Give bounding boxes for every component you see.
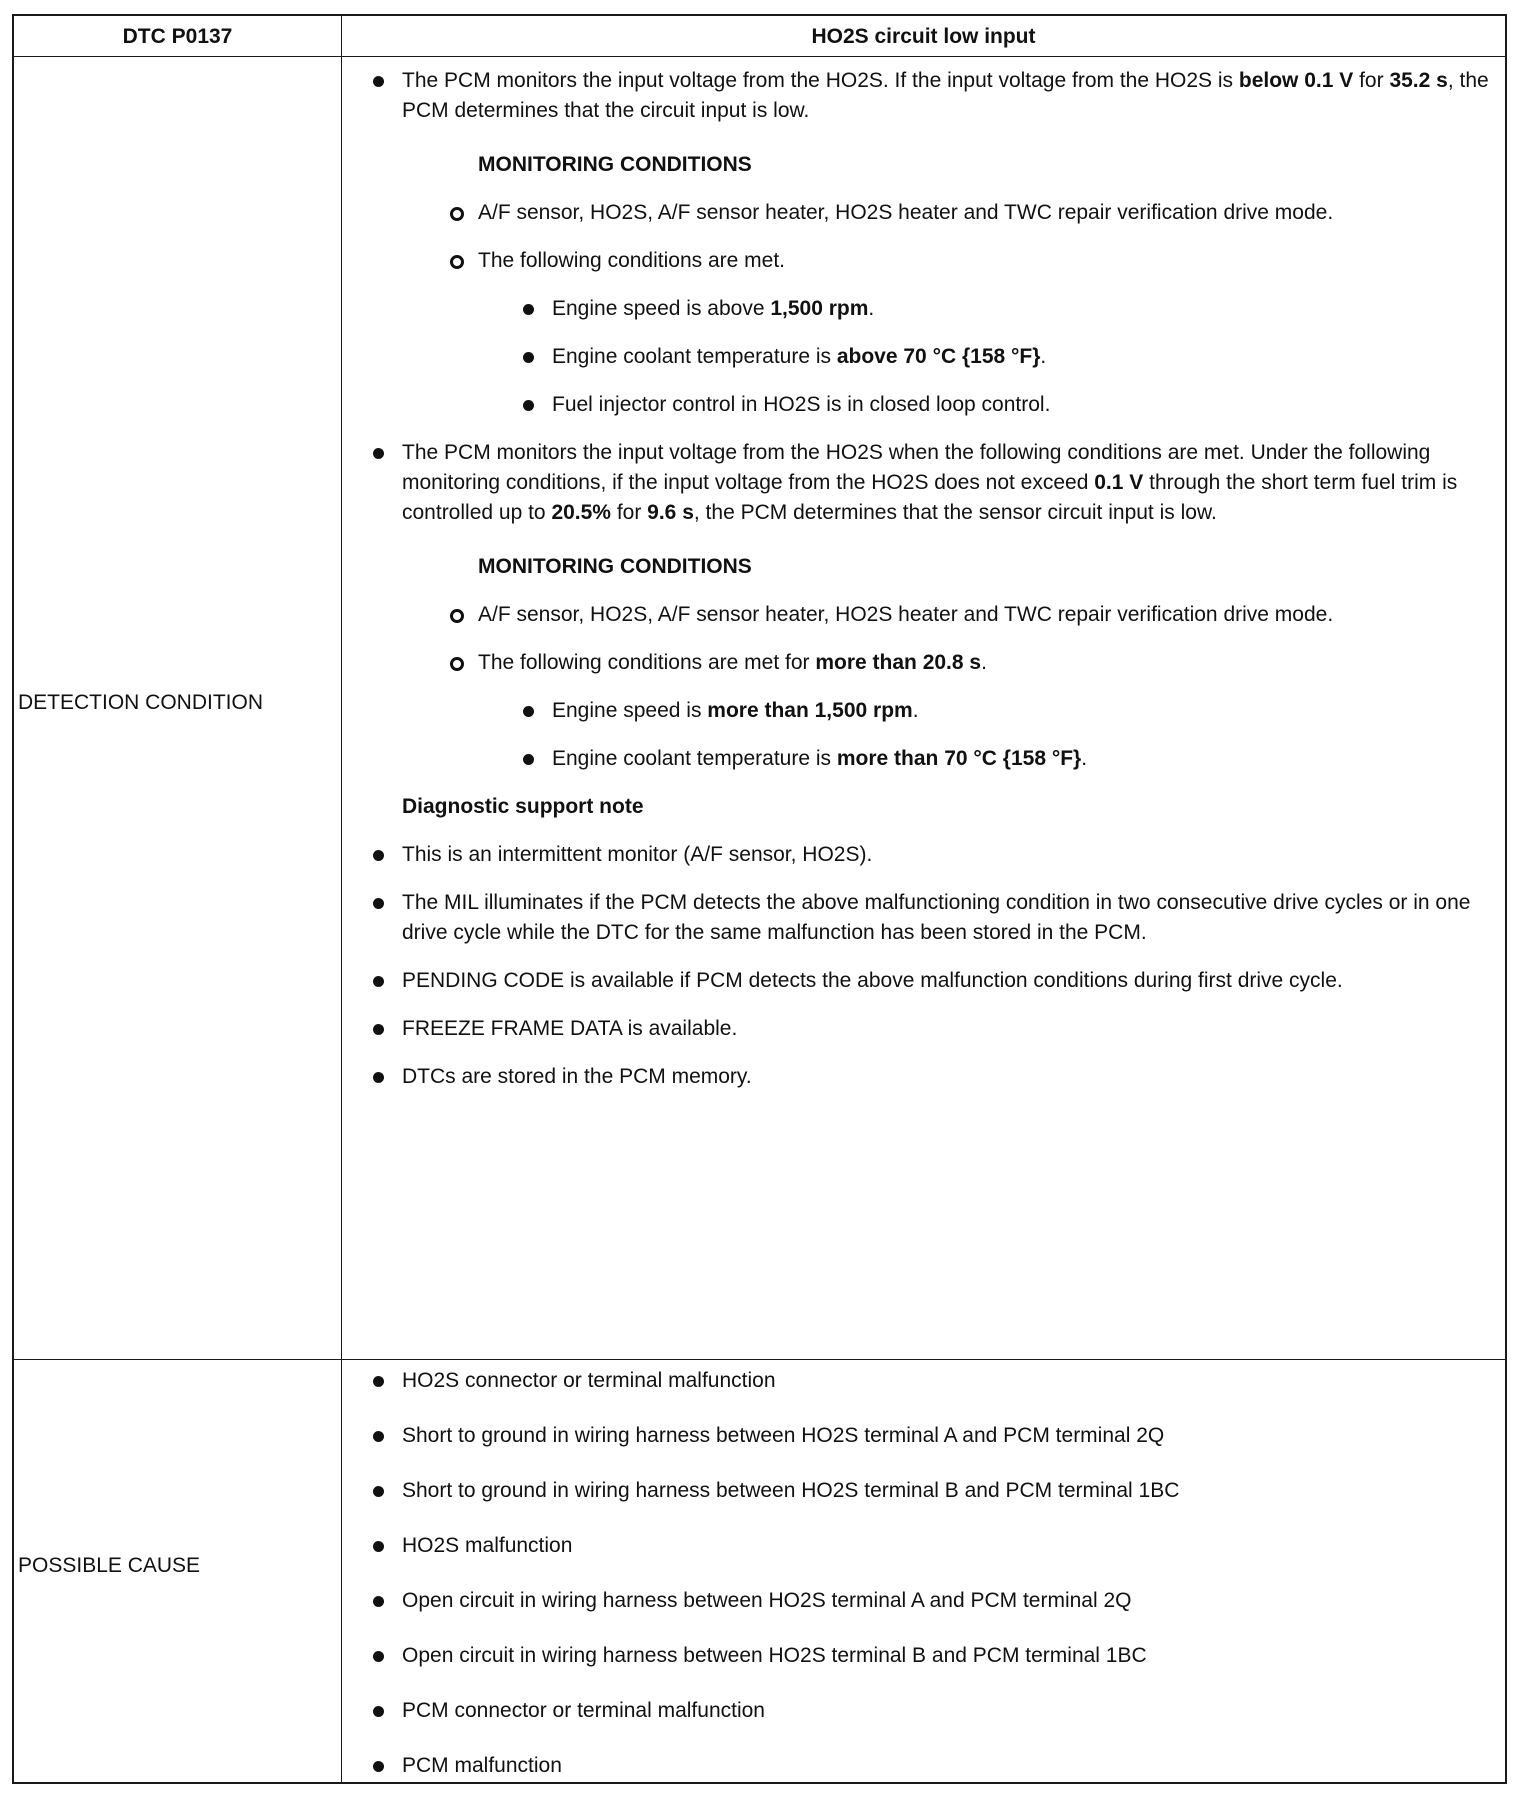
possible-cause-content — [342, 1366, 1505, 1781]
detection-condition-label: DETECTION CONDITION — [18, 691, 263, 714]
monitoring-conditions-heading: MONITORING CONDITIONS — [478, 555, 752, 578]
support-note-item: The MIL illuminates if the PCM detects the above malfunctioning condition in two consecutive drive cycles or in one drive cycle while the DTC for the same malfunction has been stored in the PCM. — [342, 888, 1505, 948]
bullet-icon — [523, 706, 534, 717]
header-divider — [14, 56, 1505, 57]
bullet-icon — [523, 754, 534, 765]
cause-item: Short to ground in wiring harness between HO2S terminal A and PCM terminal 2Q — [342, 1421, 1505, 1451]
bullet-icon — [373, 1072, 384, 1083]
monitoring-condition-item: A/F sensor, HO2S, A/F sensor heater, HO2S heater and TWC repair verification drive mode. — [342, 198, 1505, 228]
bullet-icon — [373, 448, 384, 459]
bullet-icon — [373, 976, 384, 987]
monitoring-condition-item: A/F sensor, HO2S, A/F sensor heater, HO2S heater and TWC repair verification drive mode. — [342, 600, 1505, 630]
bullet-icon — [373, 1486, 384, 1497]
dtc-title-header: HO2S circuit low input — [811, 25, 1036, 48]
possible-cause-label: POSSIBLE CAUSE — [18, 1554, 201, 1577]
cause-item: PCM connector or terminal malfunction — [342, 1696, 1505, 1726]
condition-sub-item: Fuel injector control in HO2S is in closed loop control. — [342, 390, 1505, 420]
bullet-icon — [373, 1596, 384, 1607]
bullet-icon — [373, 1541, 384, 1552]
bullet-icon — [373, 76, 384, 87]
bullet-icon — [373, 898, 384, 909]
bullet-icon — [523, 352, 534, 363]
condition-sub-item: Engine coolant temperature is above 70 °C {158 °F}. — [342, 342, 1505, 372]
bullet-icon — [523, 400, 534, 411]
cause-item: Open circuit in wiring harness between HO2S terminal A and PCM terminal 2Q — [342, 1586, 1505, 1616]
hollow-bullet-icon — [450, 255, 464, 269]
dtc-table — [12, 14, 1507, 1784]
hollow-bullet-icon — [450, 207, 464, 221]
cause-item: Short to ground in wiring harness between HO2S terminal B and PCM terminal 1BC — [342, 1476, 1505, 1506]
diagnostic-support-note-heading: Diagnostic support note — [402, 795, 644, 818]
row-divider — [14, 1359, 1505, 1360]
support-note-item: This is an intermittent monitor (A/F sensor, HO2S). — [342, 840, 1505, 870]
detection-condition-content — [342, 66, 1505, 1092]
detection-paragraph-2: The PCM monitors the input voltage from the HO2S when the following conditions are met. Under the following monitoring conditions, if the input voltage from the HO2S does not exceed 0.1 V through the short term fuel trim is controlled up to 20.5% for 9.6 s, the PCM determines that the sensor circuit input is low. — [342, 438, 1505, 528]
bullet-icon — [373, 1431, 384, 1442]
bullet-icon — [373, 850, 384, 861]
hollow-bullet-icon — [450, 657, 464, 671]
monitoring-condition-item: The following conditions are met. — [342, 246, 1505, 276]
condition-sub-item: Engine speed is above 1,500 rpm. — [342, 294, 1505, 324]
detection-paragraph-1: The PCM monitors the input voltage from the HO2S. If the input voltage from the HO2S is below 0.1 V for 35.2 s, the PCM determines that the circuit input is low. — [342, 66, 1505, 126]
condition-sub-item: Engine coolant temperature is more than 70 °C {158 °F}. — [342, 744, 1505, 774]
monitoring-conditions-heading: MONITORING CONDITIONS — [478, 153, 752, 176]
support-note-item: FREEZE FRAME DATA is available. — [342, 1014, 1505, 1044]
cause-item: HO2S connector or terminal malfunction — [342, 1366, 1505, 1396]
bullet-icon — [373, 1024, 384, 1035]
hollow-bullet-icon — [450, 609, 464, 623]
bullet-icon — [523, 304, 534, 315]
support-note-item: PENDING CODE is available if PCM detects the above malfunction conditions during first drive cycle. — [342, 966, 1505, 996]
bullet-icon — [373, 1761, 384, 1772]
cause-item: Open circuit in wiring harness between HO2S terminal B and PCM terminal 1BC — [342, 1641, 1505, 1671]
bullet-icon — [373, 1651, 384, 1662]
bullet-icon — [373, 1706, 384, 1717]
support-note-item: DTCs are stored in the PCM memory. — [342, 1062, 1505, 1092]
monitoring-condition-item: The following conditions are met for more than 20.8 s. — [342, 648, 1505, 678]
dtc-code-header: DTC P0137 — [122, 25, 233, 48]
cause-item: PCM malfunction — [342, 1751, 1505, 1781]
bullet-icon — [373, 1376, 384, 1387]
condition-sub-item: Engine speed is more than 1,500 rpm. — [342, 696, 1505, 726]
cause-item: HO2S malfunction — [342, 1531, 1505, 1561]
